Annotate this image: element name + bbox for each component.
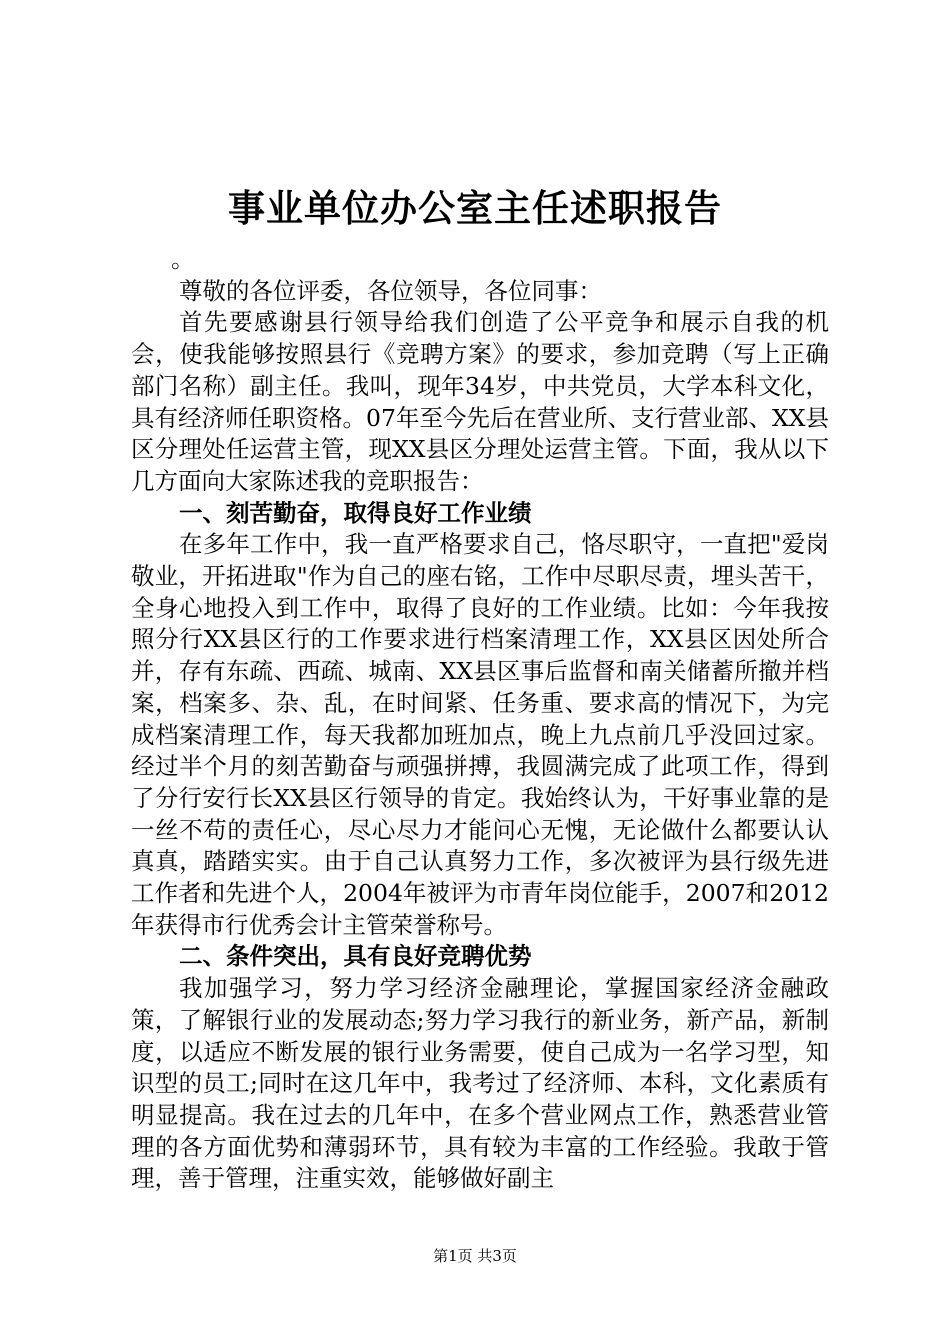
leading-mark: 。 bbox=[171, 245, 195, 273]
section-1-paragraph: 在多年工作中，我一直严格要求自己，恪尽职守，一直把"爱岗敬业，开拓进取"作为自己的座右铭，工作中尽职尽责，埋头苦干，全身心地投入到工作中，取得了良好的工作业绩。比如：今年我按照分行XX县区行的工作要求进行档案清理工作，XX县区因处所合并，存有东疏、西疏、城南、XX县区事后监督和南关储蓄所撤并档案，档案多、杂、乱，在时间紧、任务重、要求高的情况下，为完成档案清理工作，每天我都加班加点，晚上九点前几乎没回过家。经过半个月的刻苦勤奋与顽强拼搏，我圆满完成了此项工作，得到了分行安行长XX县区行领导的肯定。我始终认为，干好事业靠的是一丝不苟的责任心，尽心尽力才能问心无愧，无论做什么都要认认真真，踏踏实实。由于自己认真努力工作，多次被评为县行级先进工作者和先进个人，2004年被评为市青年岗位能手，2007和2012年获得市行优秀会计主管荣誉称号。 bbox=[131, 530, 829, 939]
document-body bbox=[131, 244, 829, 1195]
section-2-paragraph: 我加强学习，努力学习经济金融理论，掌握国家经济金融政策，了解银行业的发展动态;努力学习我行的新业务，新产品，新制度，以适应不断发展的银行业务需要，使自己成为一名学习型，知识型的员工;同时在这几年中，我考过了经济师、本科，文化素质有明显提高。我在过去的几年中，在多个营业网点工作，熟悉营业管理的各方面优势和薄弱环节，具有较为丰富的工作经验。我敢于管理，善于管理，注重实效，能够做好副主 bbox=[131, 974, 829, 1193]
intro-paragraph: 首先要感谢县行领导给我们创造了公平竞争和展示自我的机会，使我能够按照县行《竞聘方案》的要求，参加竞聘（写上正确部门名称）副主任。我叫，现年34岁，中共党员，大学本科文化，具有经济师任职资格。07年至今先后在营业所、支行营业部、XX县区分理处任运营主管，现XX县区分理处运营主管。下面，我从以下几方面向大家陈述我的竞职报告： bbox=[131, 308, 829, 495]
section-heading-1: 一、刻苦勤奋，取得良好工作业绩 bbox=[179, 498, 532, 527]
document-title: 事业单位办公室主任述职报告 bbox=[228, 186, 722, 230]
section-heading-2: 二、条件突出，具有良好竞聘优势 bbox=[179, 942, 532, 971]
page-footer: 第1页 共3页 bbox=[433, 1247, 517, 1265]
salutation: 尊敬的各位评委，各位领导，各位同事： bbox=[179, 276, 602, 305]
